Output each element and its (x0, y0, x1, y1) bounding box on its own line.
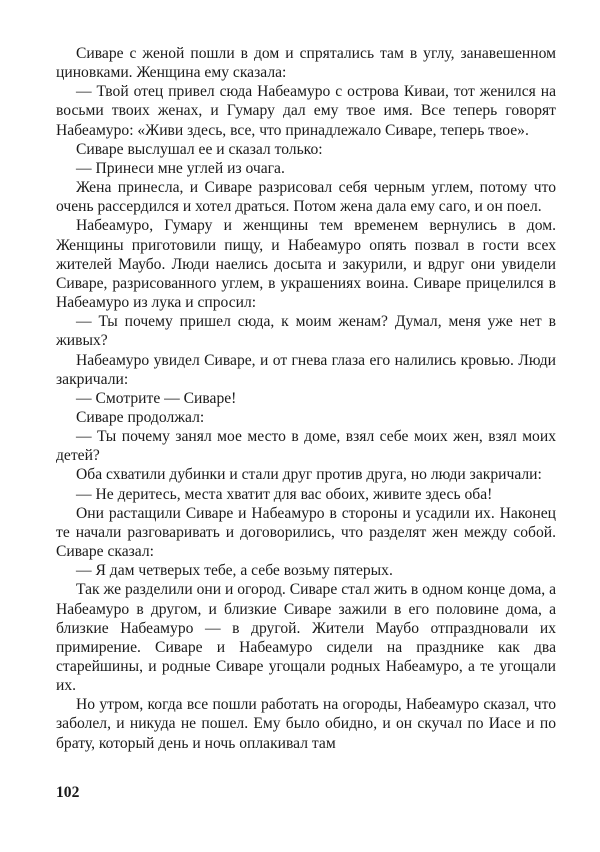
paragraph-2: — Твой отец привел сюда Набеамуро с острова Киваи, тот женился на восьми твоих женах, и Гумару дал ему твое имя. Все теперь говорят Набеамуро: «Живи здесь, все, что принадлежало Сиваре, теперь твое». (56, 83, 556, 139)
body-text (56, 44, 556, 753)
paragraph-3: Сиваре выслушал ее и сказал только: (76, 140, 323, 158)
paragraph-17: Но утром, когда все пошли работать на огороды, Набеамуро сказал, что заболел, и никуда не пошел. Ему было обидно, и он скучал по Иасе и по брату, который день и ночь оплакивал там (56, 696, 556, 752)
paragraph-4: — Принеси мне углей из очага. (76, 159, 285, 177)
paragraph-11: — Ты почему занял мое место в доме, взял себе моих жен, взял моих детей? (56, 428, 556, 465)
paragraph-8: Набеамуро увидел Сиваре, и от гнева глаза его налились кровью. Люди закричали: (56, 351, 556, 388)
paragraph-12: Оба схватили дубинки и стали друг против друга, но люди закричали: (76, 466, 542, 484)
page-number: 102 (56, 784, 80, 801)
paragraph-16: Так же разделили они и огород. Сиваре стал жить в одном конце дома, а Набеамуро в другом, и близкие Сиваре зажили в его половине дома, а близкие Набеамуро — в другой. Жители Маубо отпраздновали их примирение. Сиваре и Набеамуро сидели на празднике как два старейшины, и родные Сиваре угощали родных Набеамуро, а те угощали их. (56, 581, 556, 695)
paragraph-1: Сиваре с женой пошли в дом и спрятались там в углу, занавешенном циновками. Женщина ему сказала: (56, 45, 556, 82)
paragraph-10: Сиваре продолжал: (76, 408, 205, 426)
paragraph-13: — Не деритесь, места хватит для вас обоих, живите здесь оба! (76, 485, 493, 503)
paragraph-14: Они растащили Сиваре и Набеамуро в стороны и усадили их. Наконец те начали разговаривать и договорились, что разделят жен между собой. Сиваре сказал: (56, 504, 556, 561)
paragraph-5: Жена принесла, и Сиваре разрисовал себя черным углем, потому что очень рассердился и хотел драться. Потом жена дала ему саго, и он поел. (56, 179, 556, 216)
paragraph-6: Набеамуро, Гумару и женщины тем временем вернулись в дом. Женщины приготовили пищу, и Набеамуро опять позвал в гости всех жителей Маубо. Люди наелись досыта и закурили, и вдруг они увидели Сиваре, разрисованного углем, в украшениях воина. Сиваре прицелился в Набеамуро из лука и спросил: (56, 217, 556, 312)
paragraph-7: — Ты почему пришел сюда, к моим женам? Думал, меня уже нет в живых? (56, 313, 556, 350)
paragraph-9: — Смотрите — Сиваре! (76, 389, 237, 407)
paragraph-15: — Я дам четверых тебе, а себе возьму пятерых. (76, 562, 393, 580)
